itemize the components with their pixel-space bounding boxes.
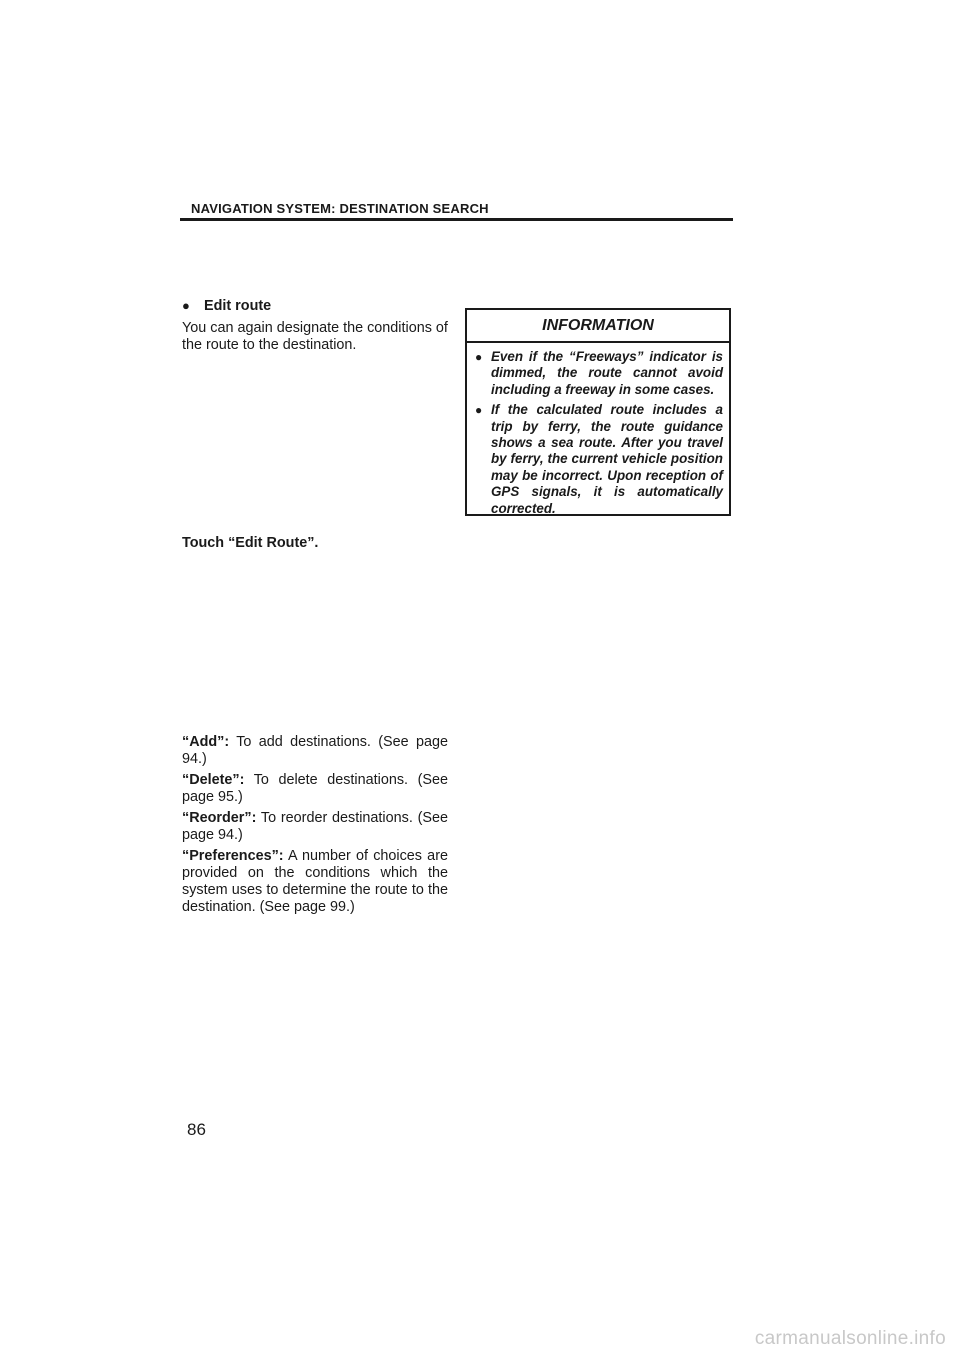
definition-item <box>182 734 448 768</box>
definition-term: “Delete”: <box>182 772 245 788</box>
running-header: NAVIGATION SYSTEM: DESTINATION SEARCH <box>191 201 489 216</box>
section-heading-text: Edit route <box>204 298 272 314</box>
definition-item <box>182 772 448 806</box>
definition-item <box>182 810 448 844</box>
definition-term: “Preferences”: <box>182 848 284 864</box>
header-rule <box>180 218 733 221</box>
page-number: 86 <box>187 1120 206 1139</box>
information-list <box>467 343 729 517</box>
information-item <box>475 402 723 517</box>
bullet-icon: ● <box>475 403 483 418</box>
definition-text: To reorder destinations. (See page 94.) <box>182 810 448 843</box>
bullet-icon: ● <box>182 298 190 313</box>
definition-term: “Reorder”: <box>182 810 257 826</box>
definitions-list <box>182 734 448 920</box>
definition-term: “Add”: <box>182 734 230 750</box>
information-box <box>465 308 731 516</box>
definition-text: A number of choices are provided on the conditions which the system uses to determine the route to the destination. (See page 99.) <box>182 848 448 915</box>
information-title: INFORMATION <box>467 310 729 343</box>
watermark: carmanualsonline.info <box>754 1328 946 1349</box>
information-item <box>475 349 723 398</box>
information-item-text: If the calculated route includes a trip by ferry, the route guidance shows a sea route. After you travel by ferry, the current vehicle position may be incorrect. Upon reception of GPS signals, it is automatically corrected. <box>491 402 723 516</box>
instruction-text: Touch “Edit Route”. <box>182 535 319 551</box>
definition-item <box>182 848 448 916</box>
definition-text: To add destinations. (See page 94.) <box>182 734 448 767</box>
intro-paragraph: You can again designate the conditions of the route to the destination. <box>182 320 448 353</box>
definition-text: To delete destinations. (See page 95.) <box>182 772 448 805</box>
information-item-text: Even if the “Freeways” indicator is dimmed, the route cannot avoid including a freeway in some cases. <box>491 349 723 397</box>
section-heading <box>182 297 448 315</box>
bullet-icon: ● <box>475 350 483 364</box>
